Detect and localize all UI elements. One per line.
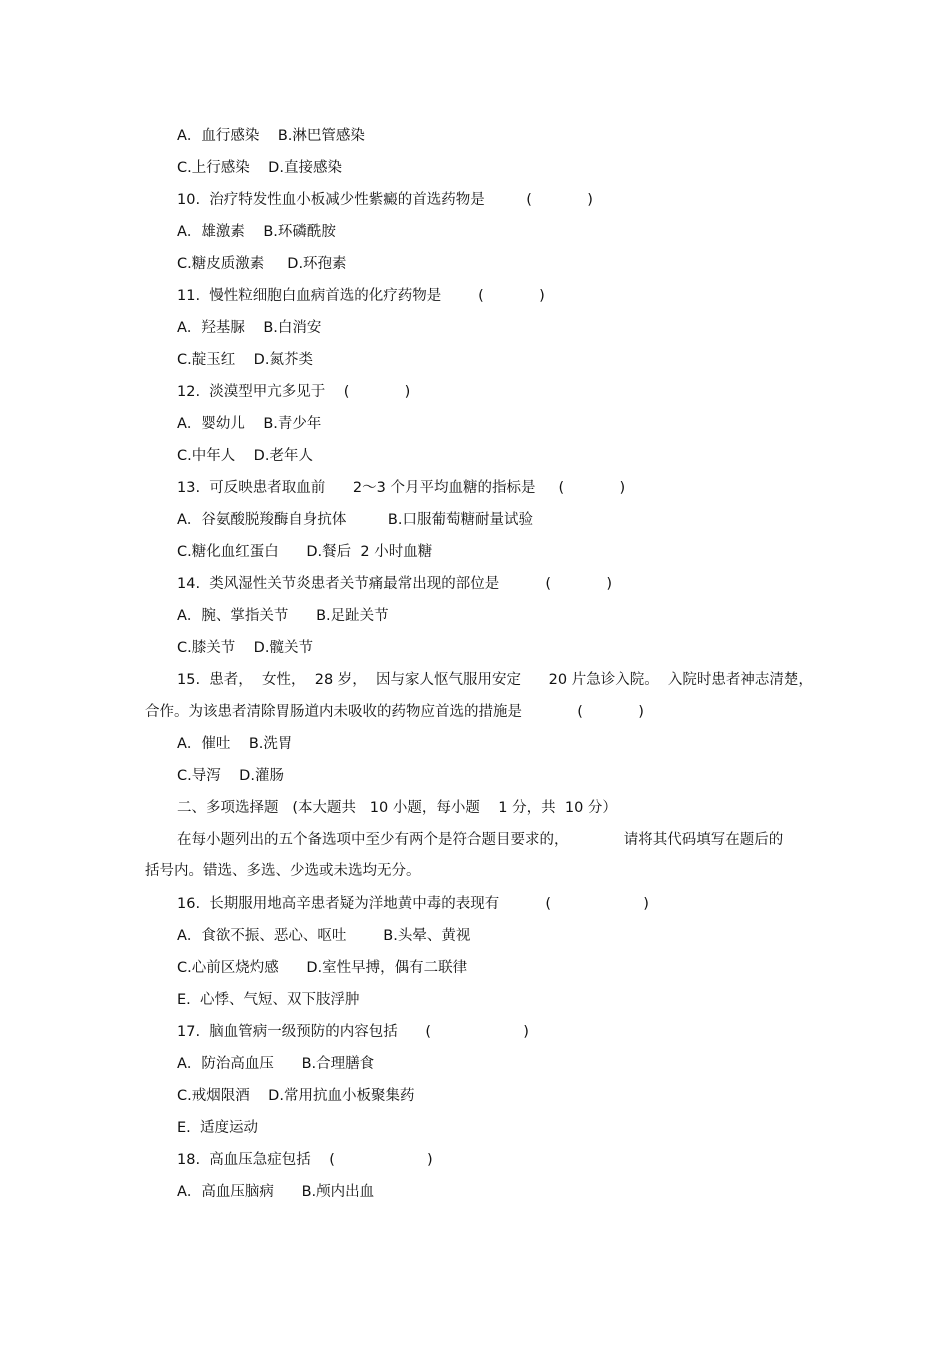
section-heading: 二、多项选择题 (本大题共 10 小题，每小题 1 分，共 10 分） [177, 800, 617, 816]
option-line: C.膝关节 D.髋关节 [177, 640, 313, 656]
section-instructions-continued: 括号内。错选、多选、少选或未选均无分。 [145, 863, 421, 879]
question-15-continued: 合作。为该患者清除胃肠道内未吸收的药物应首选的措施是 ( ) [145, 704, 644, 720]
option-line: C.靛玉红 D.氮芥类 [177, 352, 313, 368]
question-15: 15. 患者， 女性， 28 岁， 因与家人怄气服用安定 20 片急诊入院。 入院时患者神志清楚， [177, 672, 813, 688]
option-line: C.中年人 D.老年人 [177, 448, 313, 464]
option-line: C.糖皮质激素 D.环孢素 [177, 256, 347, 272]
option-line: A．防治高血压 B.合理膳食 [177, 1056, 375, 1072]
option-line: C.上行感染 D.直接感染 [177, 160, 342, 176]
section-instructions: 在每小题列出的五个备选项中至少有两个是符合题目要求的， 请将其代码填写在题后的 [177, 832, 784, 848]
option-line: A．血行感染 B.淋巴管感染 [177, 128, 365, 144]
option-line: C.戒烟限酒 D.常用抗血小板聚集药 [177, 1088, 415, 1104]
option-line: A．食欲不振、恶心、呕吐 B.头晕、黄视 [177, 928, 471, 944]
option-line: A．羟基脲 B.白消安 [177, 320, 322, 336]
question-18: 18. 高血压急症包括 ( ) [177, 1152, 433, 1168]
question-11: 11. 慢性粒细胞白血病首选的化疗药物是 ( ) [177, 288, 545, 304]
option-line: C.导泻 D.灌肠 [177, 768, 284, 784]
question-13: 13. 可反映患者取血前 2～3 个月平均血糖的指标是 ( ) [177, 480, 626, 496]
option-line: A．谷氨酸脱羧酶自身抗体 B.口服葡萄糖耐量试验 [177, 512, 533, 528]
question-14: 14. 类风湿性关节炎患者关节痛最常出现的部位是 ( ) [177, 576, 612, 592]
option-line: C.糖化血红蛋白 D.餐后 2 小时血糖 [177, 544, 433, 560]
option-line: A．雄激素 B.环磷酰胺 [177, 224, 336, 240]
option-line: A．高血压脑病 B.颅内出血 [177, 1184, 375, 1200]
option-line: A．婴幼儿 B.青少年 [177, 416, 322, 432]
option-line: E. 适度运动 [177, 1120, 258, 1136]
option-line: A．腕、掌指关节 B.足趾关节 [177, 608, 389, 624]
option-line: E. 心悸、气短、双下肢浮肿 [177, 992, 360, 1008]
question-10: 10. 治疗特发性血小板减少性紫癜的首选药物是 ( ) [177, 192, 593, 208]
option-line: A．催吐 B.洗胃 [177, 736, 293, 752]
question-16: 16. 长期服用地高辛患者疑为洋地黄中毒的表现有 ( ) [177, 896, 649, 912]
question-12: 12. 淡漠型甲亢多见于 ( ) [177, 384, 411, 400]
option-line: C.心前区烧灼感 D.室性早搏，偶有二联律 [177, 960, 468, 976]
question-17: 17. 脑血管病一级预防的内容包括 ( ) [177, 1024, 529, 1040]
